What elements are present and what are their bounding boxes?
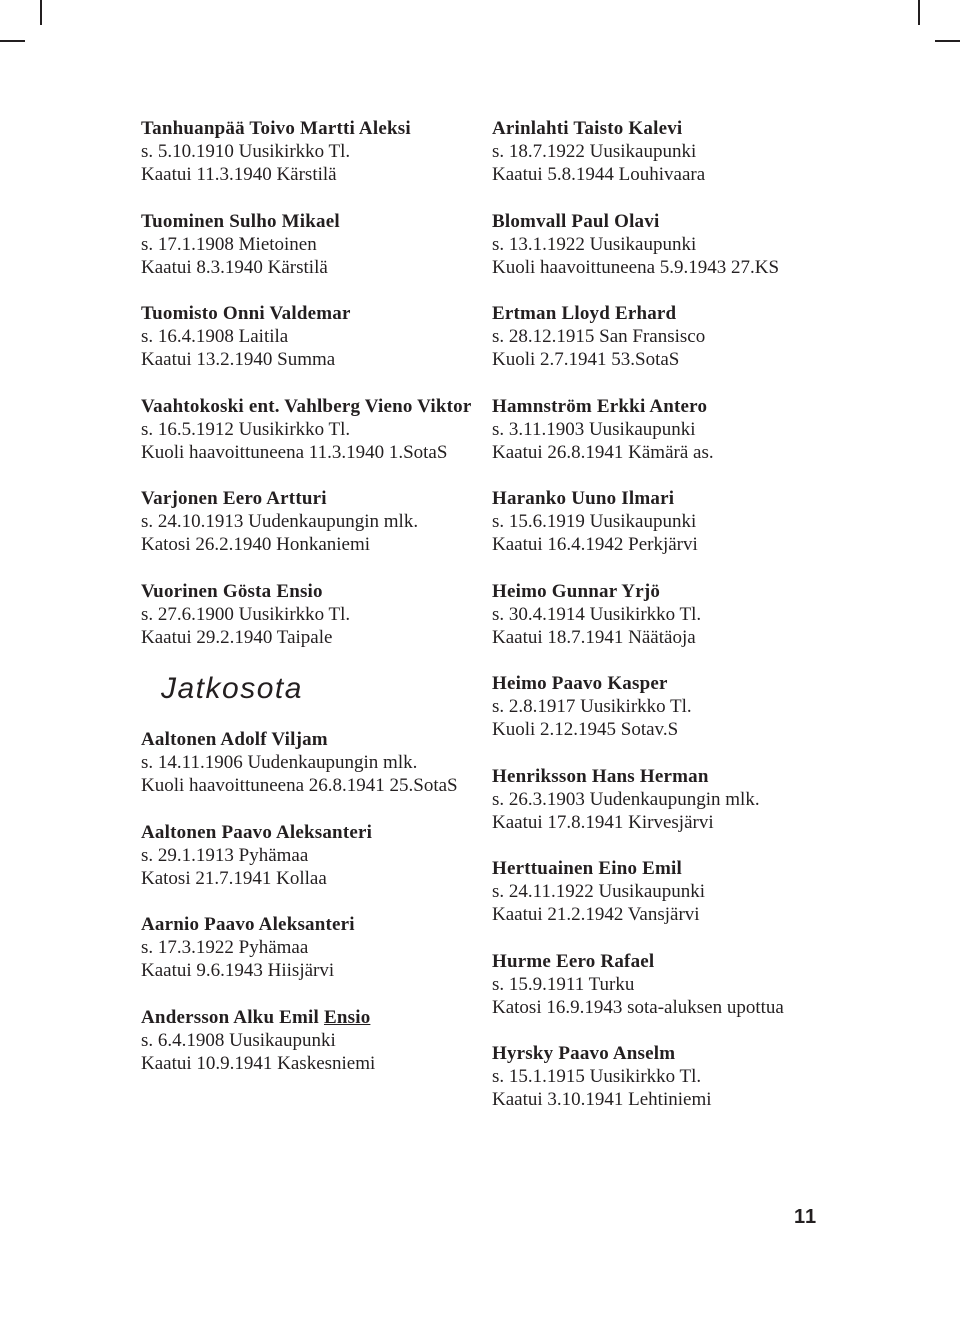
entry-birth: s. 24.11.1922 Uusikaupunki: [492, 881, 706, 902]
entry-death: Kaatui 8.3.1940 Kärstilä: [141, 256, 328, 278]
entry: [492, 395, 832, 464]
entry-name: [141, 1006, 476, 1029]
entry-birth: s. 15.6.1919 Uusikaupunki: [492, 511, 697, 532]
entry-death: Kuoli haavoittuneena 26.8.1941 25.SotaS: [141, 775, 458, 796]
crop-mark-top-left-horizontal: [0, 40, 25, 42]
entry-death: Kuoli haavoittuneena 11.3.1940 1.SotaS: [141, 441, 448, 463]
entry-birth: s. 16.4.1908 Laitila: [141, 326, 289, 347]
entry-death: Kuoli haavoittuneena 5.9.1943 27.KS: [492, 256, 780, 278]
entry-name-text: Aaltonen Adolf Viljam: [141, 729, 328, 750]
entry: [492, 580, 832, 649]
entry: [141, 728, 476, 797]
entry-death: Kuoli 2.7.1941 53.SotaS: [492, 349, 680, 370]
entry-death: Kaatui 3.10.1941 Lehtiniemi: [492, 1089, 712, 1110]
entry-name-text: Tuomisto Onni Valdemar: [141, 303, 351, 324]
entry-name-text: Hurme Eero Rafael: [492, 950, 655, 972]
entry-name: [492, 395, 832, 418]
entry-birth: s. 13.1.1922 Uusikaupunki: [492, 233, 697, 255]
entry-birth: s. 28.12.1915 San Fransisco: [492, 326, 706, 347]
entry-death: Kuoli 2.12.1945 Sotav.S: [492, 719, 679, 740]
entry-name-text: Herttuainen Eino Emil: [492, 858, 682, 879]
entry: [141, 580, 476, 649]
entry-death: Kaatui 9.6.1943 Hiisjärvi: [141, 960, 335, 981]
entry-birth: s. 2.8.1917 Uusikirkko Tl.: [492, 696, 692, 717]
entry-name: [492, 117, 832, 140]
entry-name-text: Vuorinen Gösta Ensio: [141, 580, 323, 602]
entry-name: [492, 765, 832, 788]
entry-death: Kaatui 21.2.1942 Vansjärvi: [492, 904, 700, 925]
entry-birth: s. 3.11.1903 Uusikaupunki: [492, 418, 696, 440]
crop-mark-top-right-horizontal: [935, 40, 960, 42]
entry-name-text: Haranko Uuno Ilmari: [492, 488, 675, 509]
entry: [141, 487, 476, 556]
entry-name: [141, 728, 476, 751]
entry: [492, 672, 832, 741]
entries-continuation-war: [141, 728, 476, 1075]
entry-birth: s. 29.1.1913 Pyhämaa: [141, 844, 309, 866]
entry-name-text: Blomvall Paul Olavi: [492, 210, 660, 232]
entry-name-text: Aarnio Paavo Aleksanteri: [141, 914, 355, 935]
entry-name: [141, 487, 476, 510]
entry: [492, 950, 832, 1019]
entry-death: Kaatui 17.8.1941 Kirvesjärvi: [492, 811, 714, 833]
entry: [141, 1006, 476, 1075]
entry-name: [492, 1042, 832, 1065]
entry-death: Kaatui 29.2.1940 Taipale: [141, 626, 333, 648]
entry-name-text: Andersson Alku Emil: [141, 1006, 320, 1028]
entry-death: Kaatui 18.7.1941 Näätäoja: [492, 626, 696, 648]
entry: [492, 765, 832, 834]
entry-birth: s. 16.5.1912 Uusikirkko Tl.: [141, 418, 351, 440]
entries-winter-war: [141, 117, 476, 649]
entry-name-text: Hyrsky Paavo Anselm: [492, 1043, 676, 1064]
entry-name-text: Henriksson Hans Herman: [492, 765, 709, 787]
entry: [141, 210, 476, 279]
entry-birth: s. 17.1.1908 Mietoinen: [141, 233, 317, 255]
entry-birth: s. 24.10.1913 Uudenkaupungin mlk.: [141, 511, 419, 532]
entry: [492, 1042, 832, 1111]
entry-death: Kaatui 16.4.1942 Perkjärvi: [492, 534, 698, 555]
entry-birth: s. 15.1.1915 Uusikirkko Tl.: [492, 1066, 702, 1087]
entry-name-text: Arinlahti Taisto Kalevi: [492, 118, 683, 139]
entry-birth: s. 18.7.1922 Uusikaupunki: [492, 141, 697, 162]
entry-birth: s. 30.4.1914 Uusikirkko Tl.: [492, 603, 702, 625]
entry-death: Katosi 16.9.1943 sota-aluksen upottua: [492, 996, 784, 1018]
entry-name: [141, 395, 476, 418]
entry-name: [141, 302, 476, 325]
entry: [141, 913, 476, 982]
entry-name-text: Hamnström Erkki Antero: [492, 395, 708, 417]
entry-birth: s. 14.11.1906 Uudenkaupungin mlk.: [141, 752, 418, 773]
entry-name-text: Varjonen Eero Artturi: [141, 488, 327, 509]
entry-name: [492, 580, 832, 603]
entry-name-text: Aaltonen Paavo Aleksanteri: [141, 821, 373, 843]
entry: [141, 302, 476, 371]
entry-birth: s. 6.4.1908 Uusikaupunki: [141, 1029, 336, 1051]
entry-name: [492, 302, 832, 325]
entry-name: [492, 857, 832, 880]
entry-name-text: Tuominen Sulho Mikael: [141, 210, 340, 232]
entry-name: [141, 821, 476, 844]
entry-name: [492, 950, 832, 973]
entry-birth: s. 26.3.1903 Uudenkaupungin mlk.: [492, 788, 760, 810]
entry-name: [492, 210, 832, 233]
entry-name: [492, 672, 832, 695]
entry-birth: s. 27.6.1900 Uusikirkko Tl.: [141, 603, 351, 625]
right-column: [492, 117, 832, 1135]
entry: [141, 117, 476, 186]
entry-birth: s. 15.9.1911 Turku: [492, 973, 635, 995]
page-number: 11: [794, 1206, 818, 1228]
entry-name: [141, 210, 476, 233]
entries-right: [492, 117, 832, 1111]
crop-mark-top-left-vertical: [40, 0, 42, 25]
entry-death: Katosi 21.7.1941 Kollaa: [141, 867, 327, 889]
entry: [492, 302, 832, 371]
entry-name-text: Vaahtokoski ent. Vahlberg Vieno Viktor: [141, 395, 472, 417]
entry: [492, 487, 832, 556]
entry-death: Katosi 26.2.1940 Honkaniemi: [141, 534, 371, 555]
section-heading: Jatkosota: [161, 672, 303, 705]
entry: [492, 857, 832, 926]
entry-name: [141, 913, 476, 936]
entry-name-text: Tanhuanpää Toivo Martti Aleksi: [141, 118, 411, 139]
entry-name-text: Heimo Paavo Kasper: [492, 673, 668, 694]
entry-death: Kaatui 13.2.1940 Summa: [141, 349, 336, 370]
entry: [141, 821, 476, 890]
entry-birth: s. 5.10.1910 Uusikirkko Tl.: [141, 141, 351, 162]
entry-name: [492, 487, 832, 510]
entry-name-text: Heimo Gunnar Yrjö: [492, 580, 661, 602]
entry: [492, 117, 832, 186]
entry: [492, 210, 832, 279]
entry-death: Kaatui 10.9.1941 Kaskesniemi: [141, 1052, 376, 1074]
entry-death: Kaatui 26.8.1941 Kämärä as.: [492, 441, 714, 463]
entry-birth: s. 17.3.1922 Pyhämaa: [141, 937, 309, 958]
entry-death: Kaatui 11.3.1940 Kärstilä: [141, 164, 337, 185]
entry: [141, 395, 476, 464]
left-column: [141, 117, 476, 1098]
entry-name: [141, 117, 476, 140]
entry-name-text: Ertman Lloyd Erhard: [492, 303, 677, 324]
entry-name-underlined: Ensio: [323, 1006, 371, 1028]
entry-death: Kaatui 5.8.1944 Louhivaara: [492, 164, 706, 185]
crop-mark-top-right-vertical: [918, 0, 920, 25]
entry-name: [141, 580, 476, 603]
